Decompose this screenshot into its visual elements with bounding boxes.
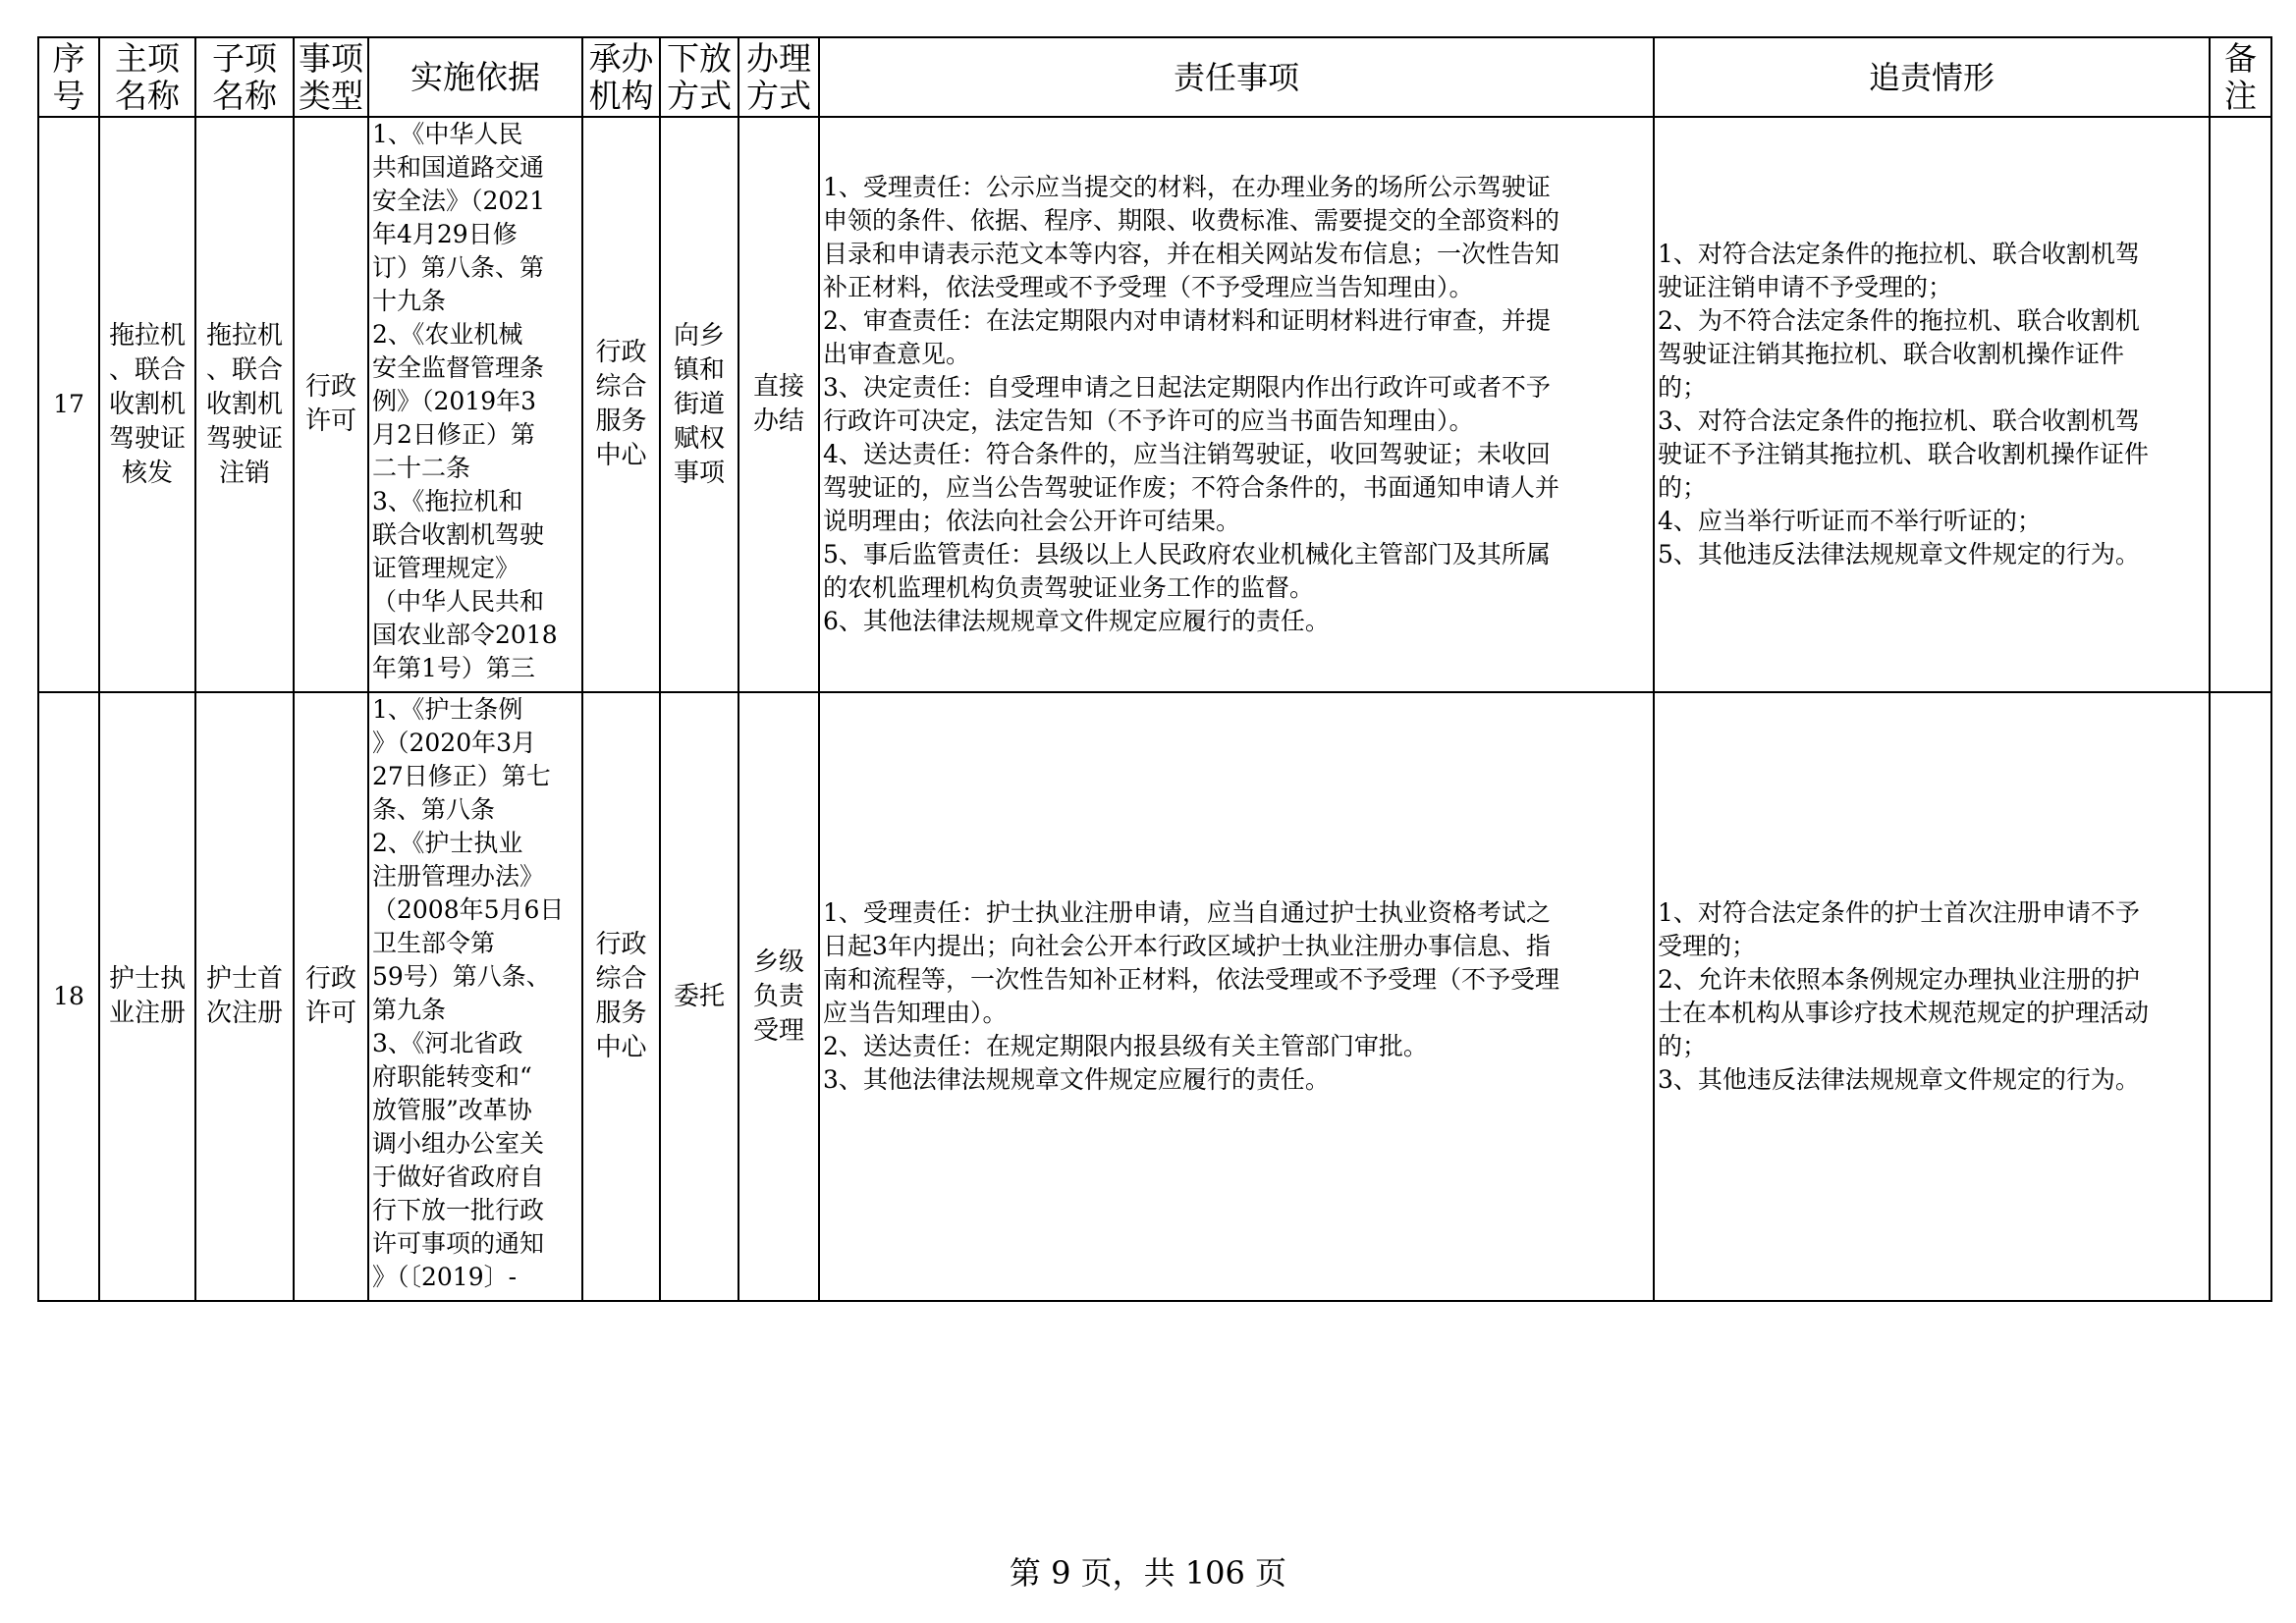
text-line: 拖拉机 [108,320,186,351]
text-line: 安全法》（2021 [372,187,546,215]
text-line: 月2日修正）第 [372,420,535,449]
text-line: 承办 [588,38,654,78]
header-row [38,37,2271,117]
text-line: 国农业部令2018 [372,621,558,649]
remarks [2210,117,2271,692]
text-line: 办理 [746,38,811,78]
text-line: 4、送达责任：符合条件的，应当注销驾驶证，收回驾驶证；未收回 [823,440,1551,468]
text-line: 收割机 [108,389,186,419]
sub-item-name [195,117,294,692]
main-item-name [99,117,195,692]
text-line: 59号）第八条、 [372,962,551,991]
item-type [294,692,368,1301]
text-line: 主项 [115,38,180,78]
text-line: 行政许可决定，法定告知（不予许可的应当书面告知理由）。 [823,406,1474,435]
text-line: 目录和申请表示范文本等内容，并在相关网站发布信息；一次性告知 [823,240,1560,268]
text-line: 名称 [212,76,277,115]
row-number: 18 [38,692,99,1301]
text-line: （中华人民共和 [372,587,545,616]
text-line: 护士执 [108,964,186,994]
text-line: 镇和 [673,354,725,385]
text-line: 许可 [304,999,356,1028]
responsibility-items [819,117,1654,692]
text-line: 服务 [595,999,647,1028]
text-line: 1、对符合法定条件的护士首次注册申请不予 [1658,898,2140,927]
text-line: 服务 [595,406,647,436]
text-line: 驶证注销申请不予受理的； [1658,273,1953,301]
header-sub-item [195,37,294,117]
text-line: 办结 [752,406,804,436]
implementation-basis [368,117,582,692]
text-line: 府职能转变和“ [372,1062,532,1091]
text-line: 业注册 [108,999,186,1028]
text-line: 于做好省政府自 [372,1163,545,1191]
header-accountability: 追责情形 [1654,37,2210,117]
text-line: 3、《河北省政 [372,1029,523,1057]
handling-method [738,117,819,692]
handling-method [738,692,819,1301]
text-line: 十九条 [372,287,447,315]
accountability-cases [1654,692,2210,1301]
text-line: 3、其他违反法律法规规章文件规定的行为。 [1658,1065,2140,1094]
text-line: 行政 [304,372,356,402]
text-line: （2008年5月6日 [372,895,565,924]
text-line: 4、应当举行听证而不举行听证的； [1658,507,2042,535]
text-line: 、联合 [205,354,283,385]
text-line: 2、送达责任：在规定期限内报县级有关主管部门审批。 [823,1032,1428,1060]
text-line: 3、其他法律法规规章文件规定应履行的责任。 [823,1065,1330,1094]
text-line: 序 [52,38,85,78]
text-line: 综合 [595,372,647,402]
text-line: 事项 [673,458,725,488]
text-line: 负责 [752,981,804,1011]
text-line: 说明理由；依法向社会公开许可结果。 [823,507,1241,535]
text-line: 方式 [667,76,732,115]
header-no [38,37,99,117]
main-item-name [99,692,195,1301]
header-item-type [294,37,368,117]
text-line: 驾驶证的，应当公告驾驶证作废；不符合条件的，书面通知申请人并 [823,473,1560,502]
text-line: 、联合 [108,354,186,385]
text-line: 次注册 [205,999,283,1028]
text-line: 核发 [121,458,173,488]
text-line: 例》（2019年3 [372,387,537,415]
header-handler [582,37,660,117]
text-line: 下放 [667,38,732,78]
text-line: 委托 [673,981,725,1011]
text-line: 2、《农业机械 [372,320,523,349]
text-line: 的农机监理机构负责驾驶证业务工作的监督。 [823,573,1315,602]
text-line: 共和国道路交通 [372,153,545,182]
page-footer: 第 9 页，共 106 页 [1009,1554,1287,1592]
text-line: 许可事项的通知 [372,1229,545,1258]
text-line: 2、为不符合法定条件的拖拉机、联合收割机 [1658,306,2140,335]
text-line: 综合 [595,964,647,994]
text-line: 放管服”改革协 [372,1096,532,1124]
header-basis: 实施依据 [368,37,582,117]
text-line: 联合收割机驾驶 [372,520,545,549]
text-line: 调小组办公室关 [372,1129,545,1158]
text-line: 1、《护士条例 [372,695,523,724]
text-line: 护士首 [205,964,283,994]
text-line: 1、受理责任：公示应当提交的材料，在办理业务的场所公示驾驶证 [823,173,1551,201]
row-number: 17 [38,117,99,692]
text-line: 2、允许未依照本条例规定办理执业注册的护 [1658,965,2140,994]
text-line: 年4月29日修 [372,220,518,248]
text-line: 1、受理责任：护士执业注册申请，应当自通过护士执业资格考试之 [823,898,1551,927]
handling-agency [582,117,660,692]
accountability-cases [1654,117,2210,692]
text-line: 名称 [115,76,180,115]
text-line: 安全监督管理条 [372,353,545,382]
text-line: 拖拉机 [205,320,283,351]
text-line: 3、《拖拉机和 [372,487,523,515]
sub-item-name [195,692,294,1301]
text-line: 事项 [299,38,363,78]
text-line: 申领的条件、依据、程序、期限、收费标准、需要提交的全部资料的 [823,206,1560,235]
text-line: 5、其他违反法律法规规章文件规定的行为。 [1658,540,2140,568]
text-line: 行政 [304,964,356,994]
text-line: 中心 [595,1033,647,1062]
text-line: 的； [1658,373,1708,402]
text-line: 应当告知理由）。 [823,999,1008,1027]
text-line: 行下放一批行政 [372,1196,545,1224]
table-row [38,692,2271,1301]
delegation-mode [660,692,738,1301]
text-line: 中心 [595,441,647,470]
text-line: 2、审查责任：在法定期限内对申请材料和证明材料进行审查，并提 [823,306,1551,335]
text-line: 二十二条 [372,454,471,482]
text-line: 1、对符合法定条件的拖拉机、联合收割机驾 [1658,240,2140,268]
text-line: 订）第八条、第 [372,253,545,282]
text-line: 日起3年内提出；向社会公开本行政区域护士执业注册办事信息、指 [823,932,1551,960]
header-responsibility: 责任事项 [819,37,1654,117]
text-line: 驾驶证 [108,423,186,454]
text-line: 卫生部令第 [372,929,496,957]
text-line: 27日修正）第七 [372,762,551,790]
text-line: 条、第八条 [372,795,496,824]
text-line: 3、决定责任：自受理申请之日起法定期限内作出行政许可或者不予 [823,373,1551,402]
text-line: 1、《中华人民 [372,120,523,148]
text-line: 第九条 [372,996,447,1024]
text-line: 南和流程等，一次性告知补正材料，依法受理或不予受理（不予受理 [823,965,1560,994]
text-line: 2、《护士执业 [372,829,523,857]
header-delegation [660,37,738,117]
header-method [738,37,819,117]
implementation-basis [368,692,582,1301]
text-line: 3、对符合法定条件的拖拉机、联合收割机驾 [1658,406,2140,435]
text-line: 驾驶证注销其拖拉机、联合收割机操作证件 [1658,340,2125,368]
text-line: 子项 [212,38,277,78]
text-line: 的； [1658,1032,1708,1060]
text-line: 》（〔2019〕- [372,1263,518,1291]
text-line: 号 [52,76,85,115]
text-line: 收割机 [205,389,283,419]
table-row [38,117,2271,692]
text-line: 证管理规定》 [372,554,520,582]
text-line: 》（2020年3月 [372,729,537,757]
text-line: 的； [1658,473,1708,502]
text-line: 备 [2224,38,2257,78]
responsibility-list-table [37,36,2272,1302]
text-line: 驾驶证 [205,423,283,454]
text-line: 士在本机构从事诊疗技术规范规定的护理活动 [1658,999,2150,1027]
remarks [2210,692,2271,1301]
text-line: 驶证不予注销其拖拉机、联合收割机操作证件 [1658,440,2150,468]
text-line: 补正材料，依法受理或不予受理（不予受理应当告知理由）。 [823,273,1474,301]
text-line: 5、事后监管责任：县级以上人民政府农业机械化主管部门及其所属 [823,540,1551,568]
header-main-item [99,37,195,117]
text-line: 注册管理办法》 [372,862,545,891]
text-line: 行政 [595,338,647,367]
text-line: 出审查意见。 [823,340,971,368]
text-line: 许可 [304,406,356,436]
text-line: 机构 [588,76,654,115]
header-remarks [2210,37,2271,117]
text-line: 赋权 [673,423,725,454]
handling-agency [582,692,660,1301]
text-line: 年第1号）第三 [372,654,535,682]
text-line: 直接 [752,372,804,402]
text-line: 注 [2224,76,2257,115]
text-line: 方式 [746,76,811,115]
text-line: 类型 [299,76,363,115]
text-line: 行政 [595,930,647,959]
text-line: 向乡 [673,320,725,351]
item-type [294,117,368,692]
text-line: 受理 [752,1015,804,1046]
text-line: 6、其他法律法规规章文件规定应履行的责任。 [823,607,1330,635]
responsibility-items [819,692,1654,1301]
text-line: 注销 [218,458,270,488]
text-line: 受理的； [1658,932,1757,960]
text-line: 乡级 [752,947,804,977]
text-line: 街道 [673,389,725,419]
delegation-mode [660,117,738,692]
